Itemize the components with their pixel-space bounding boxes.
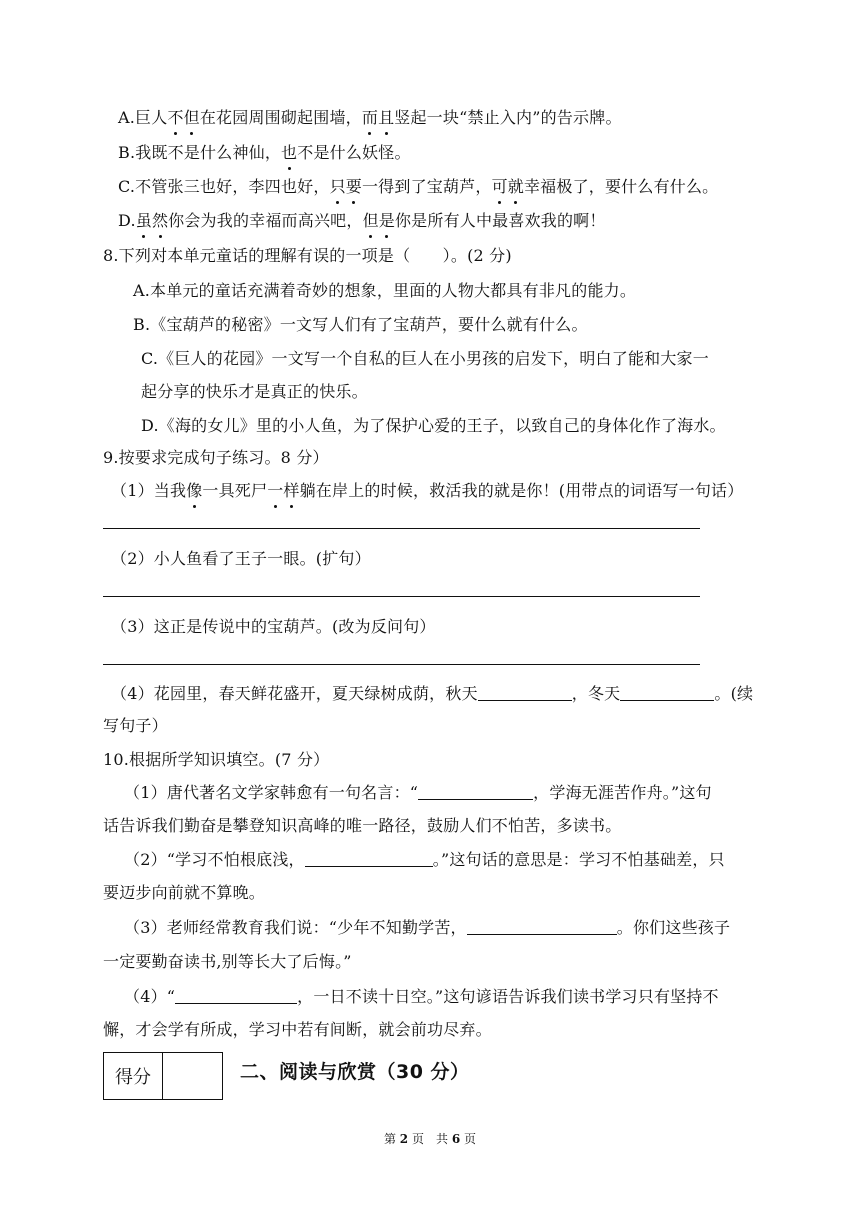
q8-option-a: A.本单元的童话充满着奇妙的想象，里面的人物大都具有非凡的能力。 [133,281,637,300]
q9-item-3: （3）这正是传说中的宝葫芦。(改为反问句） [111,617,436,636]
score-label: 得分 [104,1053,163,1099]
q7-option-b [118,143,411,163]
emphasis-char: 不 [167,108,184,127]
q7-option-a-part1: A.巨人 [118,108,168,127]
q9-item-2: （2）小人鱼看了王子一眼。(扩句） [111,549,371,568]
q10-item-2-part2: 。”这句话的意思是：学习不怕基础差，只 [432,850,725,869]
q7-option-a-part3: 竖起一块“禁止入内”的告示牌。 [394,108,622,127]
q7-option-c-part3: 幸福极了，要什么有什么。 [523,177,719,196]
emphasis-char: 样 [283,481,300,500]
q10-item-1-continued: 话告诉我们勤奋是攀登知识高峰的唯一路径，鼓励人们不怕苦，多读书。 [103,816,622,835]
q8-stem: 8.下列对本单元童话的理解有误的一项是（ ）。(2 分) [103,246,512,265]
footer-suffix: 页 [464,1132,477,1146]
emphasis-char: 只 [329,177,346,196]
fill-blank[interactable] [175,988,297,1004]
fill-blank[interactable] [467,919,617,935]
section-2-title: 二、阅读与欣赏（30 分） [240,1061,470,1083]
emphasis-char: 但 [183,108,200,127]
q7-option-b-part2: 不是什么妖怪。 [297,143,411,162]
q10-item-4-part2: ，一日不读十日空。”这句谚语告诉我们读书学习只有坚持不 [297,987,719,1006]
q10-item-1-part2: ，学海无涯苦作舟。”这句 [533,783,712,802]
fill-blank[interactable] [620,685,714,701]
q9-item-4-part1: （4）花园里，春天鲜花盛开，夏天绿树成荫，秋天 [111,684,478,703]
q9-item-1-part1: （1）当我 [111,481,187,500]
q9-item-4-part3: 。(续 [714,684,754,703]
emphasis-char: 是 [378,211,395,230]
q10-stem: 10.根据所学知识填空。(7 分） [103,750,330,769]
q10-item-3-continued: 一定要勤奋读书,别等长大了后悔。” [103,952,352,971]
score-value-cell[interactable] [163,1053,222,1099]
q9-item-4 [111,684,753,704]
q8-option-c: C.《巨人的花园》一文写一个自私的巨人在小男孩的启发下，明白了能和大家一 [141,349,709,368]
footer-middle: 页 共 [411,1132,448,1146]
q7-option-d [118,211,606,231]
emphasis-char: 可 [491,177,508,196]
q10-item-4-continued: 懈，才会学有所成，学习中若有间断，就会前功尽弃。 [103,1020,492,1039]
emphasis-char: 就 [507,177,524,196]
q8-option-b: B.《宝葫芦的秘密》一文写人们有了宝葫芦，要什么就有什么。 [133,315,588,334]
q8-option-d: D.《海的女儿》里的小人鱼，为了保护心爱的王子，以致自己的身体化作了海水。 [141,416,726,435]
q10-item-2 [124,850,725,870]
answer-line[interactable] [103,596,700,597]
q8-option-c-continued: 起分享的快乐才是真正的快乐。 [141,382,368,401]
q7-option-a [118,108,622,128]
emphasis-char: 像 [186,481,203,500]
answer-line[interactable] [103,664,700,665]
score-box [103,1052,223,1100]
q10-item-4 [124,987,719,1007]
footer-prefix: 第 [383,1132,396,1146]
q9-item-1-part2: 一具死尸 [202,481,268,500]
q10-item-1 [124,783,712,803]
emphasis-char: 但 [362,211,379,230]
q10-item-3-part2: 。你们这些孩子 [616,918,731,937]
q7-option-d-part2: 你会为我的幸福而高兴吧， [168,211,363,230]
q7-option-b-part1: B.我既不是什么神仙， [118,143,282,162]
q7-option-c-part2: 一得到了宝葫芦， [361,177,492,196]
total-pages: 6 [451,1132,461,1146]
emphasis-char: 虽 [135,211,152,230]
q10-item-3 [124,918,730,938]
q7-option-a-part2: 在花园周围砌起围墙， [199,108,362,127]
page-footer [0,1130,860,1147]
emphasis-char: 也 [281,143,298,162]
fill-blank[interactable] [418,784,533,800]
q7-option-c-part1: C.不管张三也好，李四也好， [118,177,330,196]
q7-option-c [118,177,718,197]
fill-blank[interactable] [478,685,572,701]
page-number: 2 [399,1132,409,1146]
q10-item-2-part1: （2）“学习不怕根底浅， [124,850,305,869]
q9-item-4-continued: 写句子） [103,716,168,735]
q10-item-2-continued: 要迈步向前就不算晚。 [103,883,266,902]
fill-blank[interactable] [305,851,433,867]
q10-item-1-part1: （1）唐代著名文学家韩愈有一句名言：“ [124,783,419,802]
emphasis-char: 要 [345,177,362,196]
answer-line[interactable] [103,528,700,529]
emphasis-char: 然 [151,211,169,230]
q10-item-3-part1: （3）老师经常教育我们说：“少年不知勤学苦， [124,918,467,937]
q10-item-4-part1: （4）“ [124,987,176,1006]
q9-item-1 [111,481,743,501]
q7-option-d-part3: 你是所有人中最喜欢我的啊！ [394,211,606,230]
q9-item-1-part3: 躺在岸上的时候，救活我的就是你！(用带点的词语写一句话） [299,481,744,500]
q7-option-d-part1: D. [118,211,136,230]
emphasis-char: 而 [361,108,379,127]
emphasis-char: 且 [378,108,395,127]
emphasis-char: 一 [267,481,284,500]
q9-stem: 9.按要求完成句子练习。8 分） [103,448,329,467]
q9-item-4-part2: ，冬天 [571,684,621,703]
